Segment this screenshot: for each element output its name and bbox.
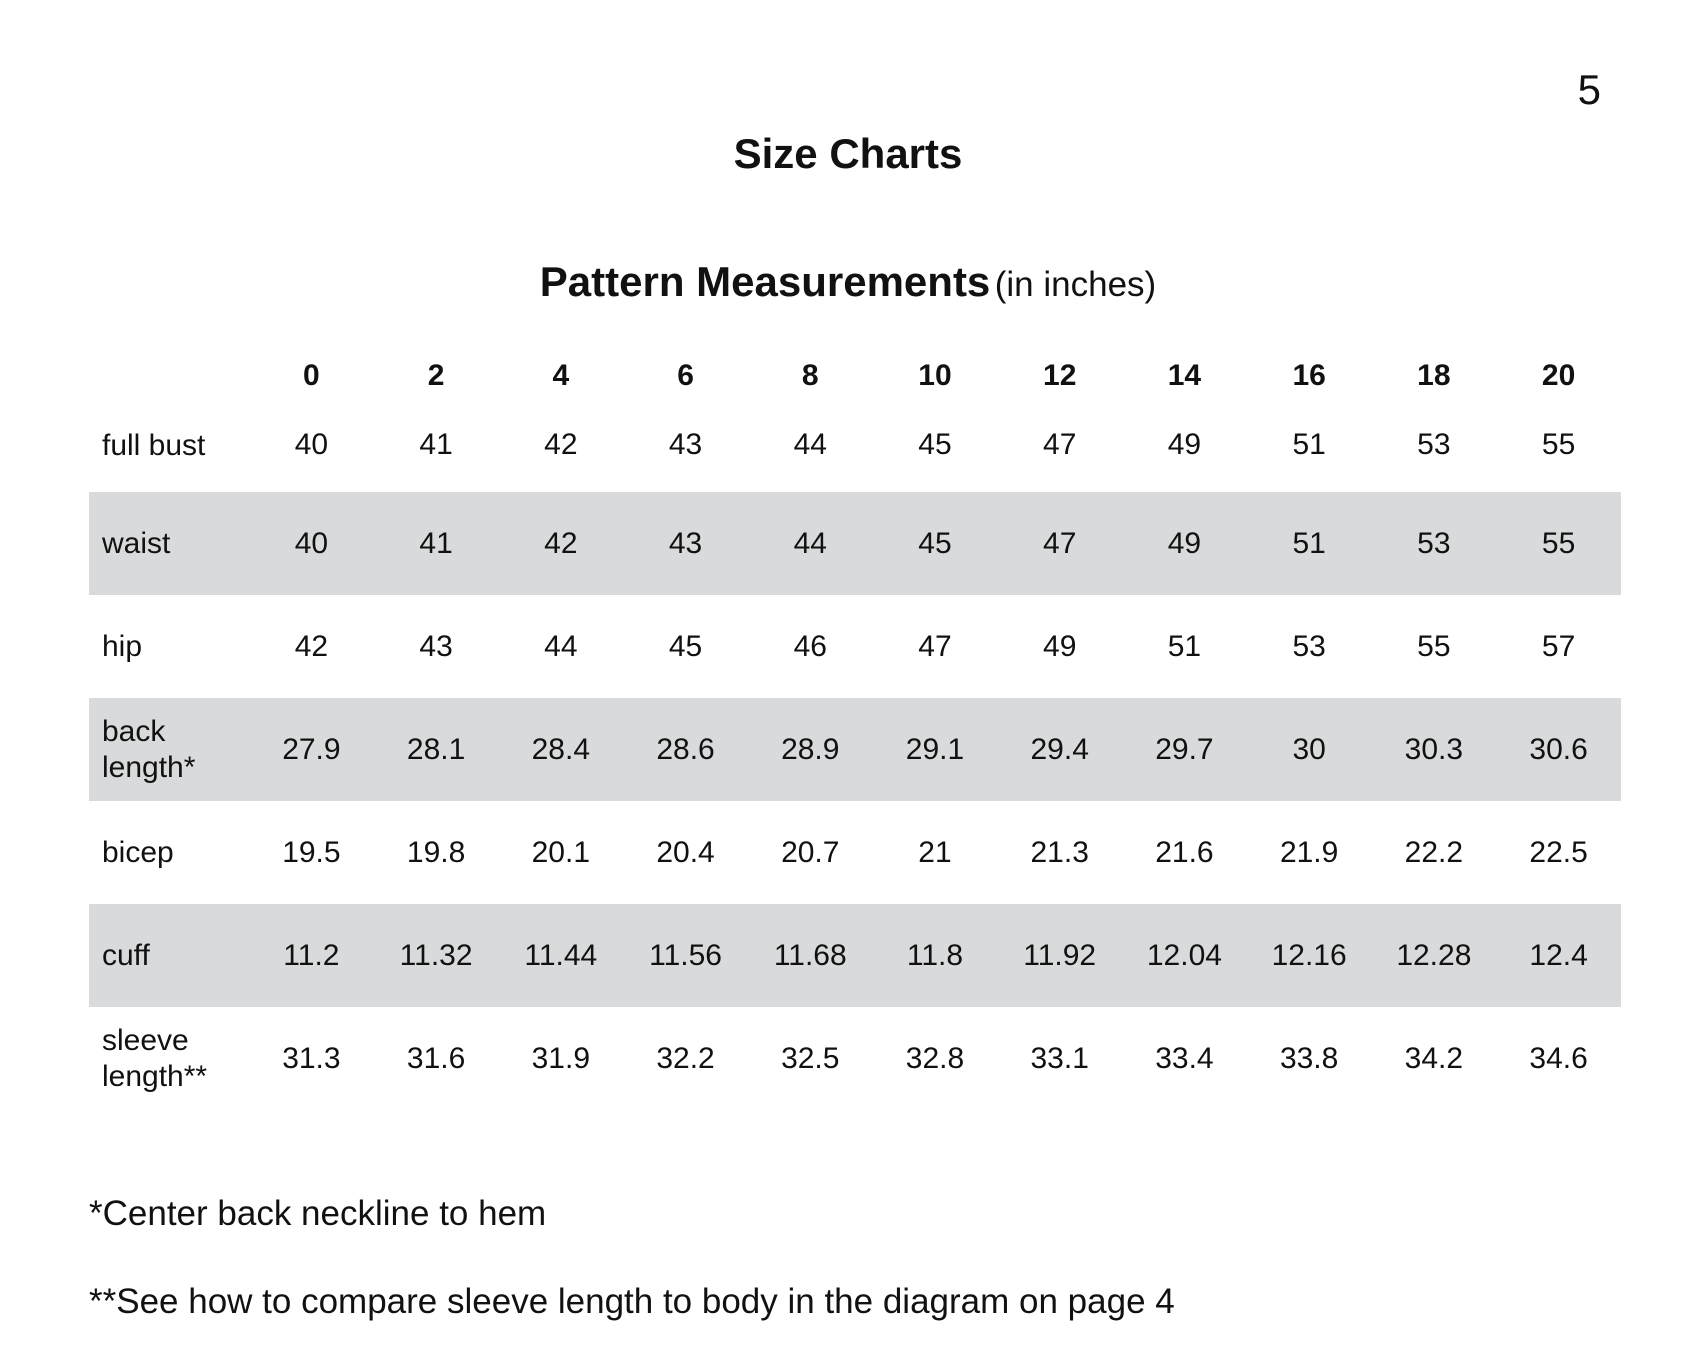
table-row — [89, 698, 1621, 801]
measurement-cell: 40 — [249, 492, 374, 595]
measurement-cell: 34.2 — [1404, 1041, 1464, 1075]
measurement-cell: 45 — [918, 428, 952, 461]
measurement-cell: 27.9 — [249, 698, 374, 801]
table-row — [89, 1007, 1621, 1110]
footnote-back-length: *Center back neckline to hem — [89, 1194, 547, 1233]
measurement-cell: 28.4 — [498, 698, 623, 801]
page-number: 5 — [1577, 66, 1601, 113]
measurement-cell: 47 — [1043, 428, 1077, 461]
measurement-cell: 11.44 — [498, 904, 623, 1007]
size-header-8: 8 — [801, 359, 819, 392]
measurement-cell: 21.6 — [1155, 835, 1214, 869]
measurement-cell: 45 — [873, 492, 998, 595]
table-title — [0, 256, 1696, 318]
measurement-cell: 28.1 — [374, 698, 499, 801]
measurement-cell: 21.3 — [1030, 835, 1089, 869]
row-label: cuff — [89, 904, 249, 1007]
measurement-cell: 47 — [997, 492, 1122, 595]
measurement-cell: 33.1 — [1030, 1041, 1089, 1075]
measurement-cell: 12.4 — [1496, 904, 1621, 1007]
measurement-cell: 32.8 — [905, 1041, 965, 1075]
measurement-cell: 28.6 — [623, 698, 748, 801]
measurement-cell: 45 — [668, 629, 703, 663]
measurement-cell: 11.2 — [249, 904, 374, 1007]
table-row — [89, 492, 1621, 595]
table-row — [89, 801, 1621, 904]
measurement-cell: 43 — [668, 428, 703, 461]
measurement-cell: 42 — [498, 492, 623, 595]
measurement-cell: 32.2 — [656, 1041, 715, 1075]
measurement-cell: 20.4 — [656, 835, 715, 869]
size-header-2: 2 — [427, 359, 445, 392]
table-title-unit: (in inches) — [994, 265, 1157, 304]
measurement-cell: 57 — [1541, 629, 1576, 663]
size-header-0: 0 — [303, 359, 320, 392]
measurement-cell: 30.3 — [1372, 698, 1497, 801]
measurement-cell: 28.9 — [748, 698, 873, 801]
table-row — [89, 904, 1621, 1007]
measurement-cell: 51 — [1247, 492, 1372, 595]
measurement-cell: 44 — [793, 428, 827, 461]
measurement-cell: 49 — [1167, 428, 1202, 461]
size-header-14: 14 — [1167, 359, 1202, 392]
measurement-cell: 42 — [294, 629, 329, 663]
measurement-cell: 46 — [793, 629, 827, 663]
measurement-cell: 19.8 — [406, 835, 466, 869]
measurement-cell: 20.1 — [531, 835, 591, 869]
header-corner — [89, 336, 249, 416]
page-title: Size Charts — [733, 130, 963, 177]
measurement-cell: 32.5 — [781, 1041, 840, 1075]
measurement-cell: 53 — [1292, 629, 1326, 663]
table-title-main: Pattern Measurements — [539, 258, 991, 305]
row-label: hip — [102, 629, 143, 663]
footnote-sleeve-length: **See how to compare sleeve length to body in the diagram on page 4 — [89, 1282, 1175, 1321]
measurement-cell: 11.92 — [997, 904, 1122, 1007]
measurement-cell: 12.04 — [1122, 904, 1247, 1007]
measurement-cell: 22.5 — [1529, 835, 1588, 869]
size-header-4: 4 — [552, 359, 570, 392]
size-header-12: 12 — [1043, 359, 1077, 392]
measurement-cell: 43 — [623, 492, 748, 595]
size-header-20: 20 — [1541, 359, 1576, 392]
measurement-cell: 33.8 — [1279, 1041, 1339, 1075]
size-chart-table — [89, 336, 1621, 1110]
measurement-cell: 49 — [1043, 629, 1077, 663]
measurement-cell: 30.6 — [1496, 698, 1621, 801]
measurement-cell: 34.6 — [1529, 1041, 1588, 1075]
row-label: sleeve length** — [102, 1023, 208, 1093]
table-row — [89, 416, 1621, 492]
measurement-cell: 55 — [1496, 492, 1621, 595]
measurement-cell: 20.7 — [781, 835, 840, 869]
row-label: bicep — [102, 835, 174, 869]
measurement-cell: 49 — [1122, 492, 1247, 595]
measurement-cell: 11.32 — [374, 904, 499, 1007]
footnotes — [89, 1190, 1175, 1366]
measurement-cell: 22.2 — [1404, 835, 1464, 869]
size-header-16: 16 — [1292, 359, 1326, 392]
table-row — [89, 595, 1621, 698]
measurement-cell: 29.7 — [1122, 698, 1247, 801]
measurement-cell: 11.8 — [873, 904, 998, 1007]
measurement-cell: 40 — [294, 428, 329, 461]
measurement-cell: 44 — [748, 492, 873, 595]
measurement-cell: 51 — [1292, 428, 1326, 461]
size-header-6: 6 — [677, 359, 694, 392]
measurement-cell: 47 — [918, 629, 952, 663]
measurement-cell: 30 — [1247, 698, 1372, 801]
measurement-cell: 12.16 — [1247, 904, 1372, 1007]
measurement-cell: 29.1 — [873, 698, 998, 801]
measurement-cell: 51 — [1167, 629, 1202, 663]
measurement-cell: 31.6 — [406, 1041, 466, 1075]
row-label: waist — [89, 492, 249, 595]
measurement-cell: 41 — [419, 428, 453, 461]
measurement-cell: 44 — [544, 629, 578, 663]
size-header-row — [89, 336, 1621, 416]
measurement-cell: 41 — [374, 492, 499, 595]
measurement-cell: 31.9 — [531, 1041, 591, 1075]
measurement-cell: 42 — [544, 428, 578, 461]
measurement-cell: 55 — [1417, 629, 1451, 663]
size-header-18: 18 — [1417, 359, 1451, 392]
row-label: back length* — [89, 698, 249, 801]
measurement-cell: 55 — [1541, 428, 1576, 461]
measurement-cell: 33.4 — [1155, 1041, 1214, 1075]
row-label: full bust — [102, 429, 206, 462]
measurement-cell: 11.56 — [623, 904, 748, 1007]
measurement-cell: 12.28 — [1372, 904, 1497, 1007]
measurement-cell: 43 — [419, 629, 453, 663]
measurement-cell: 21 — [918, 835, 952, 869]
measurement-cell: 11.68 — [748, 904, 873, 1007]
measurement-cell: 19.5 — [282, 835, 341, 869]
measurement-cell: 31.3 — [282, 1041, 341, 1075]
measurement-cell: 53 — [1372, 492, 1497, 595]
measurement-cell: 21.9 — [1279, 835, 1339, 869]
measurement-cell: 29.4 — [997, 698, 1122, 801]
size-header-10: 10 — [918, 359, 952, 392]
measurement-cell: 53 — [1417, 428, 1451, 461]
